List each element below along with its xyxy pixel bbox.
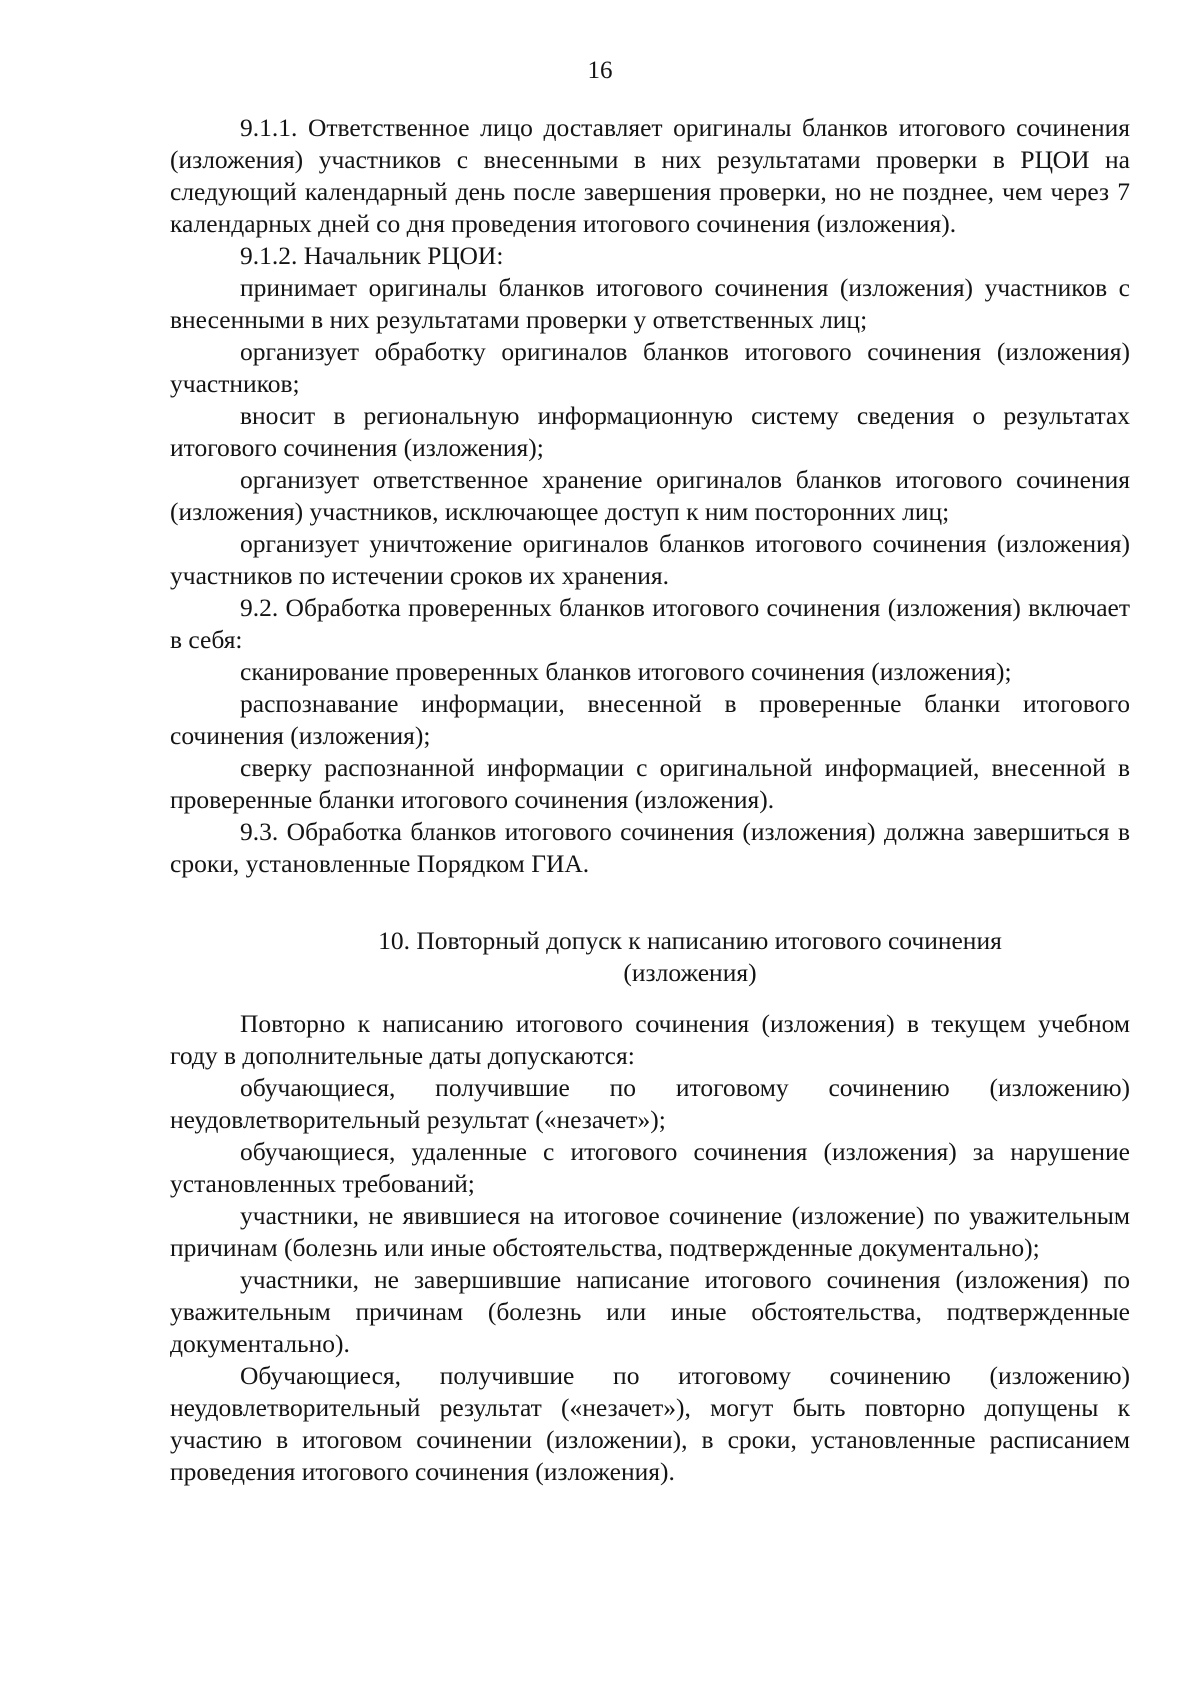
- paragraph: участники, не завершившие написание итогового сочинения (изложения) по уважительным причинам (болезнь или иные обстоятельства, подтвержденные документально).: [170, 1265, 1130, 1358]
- paragraph: распознавание информации, внесенной в проверенные бланки итогового сочинения (изложения);: [170, 689, 1130, 750]
- paragraph: участники, не явившиеся на итоговое сочинение (изложение) по уважительным причинам (болезнь или иные обстоятельства, подтвержденные документально);: [170, 1201, 1130, 1262]
- paragraph: обучающиеся, получившие по итоговому сочинению (изложению) неудовлетворительный результат («незачет»);: [170, 1073, 1130, 1134]
- paragraph-9-1-2: 9.1.2. Начальник РЦОИ:: [240, 241, 504, 270]
- paragraph-9-2: 9.2. Обработка проверенных бланков итогового сочинения (изложения) включает в себя:: [170, 593, 1130, 654]
- paragraph-9-1-1: 9.1.1. Ответственное лицо доставляет оригиналы бланков итогового сочинения (изложения) участников с внесенными в них результатами проверки в РЦОИ на следующий календарный день после завершения проверки, но не позднее, чем через 7 календарных дней со дня проведения итогового сочинения (изложения).: [170, 113, 1130, 238]
- paragraph: принимает оригиналы бланков итогового сочинения (изложения) участников с внесенными в них результатами проверки у ответственных лиц;: [170, 273, 1130, 334]
- paragraph: сканирование проверенных бланков итогового сочинения (изложения);: [240, 657, 1012, 686]
- paragraph: обучающиеся, удаленные с итогового сочинения (изложения) за нарушение установленных требований;: [170, 1137, 1130, 1198]
- section-9-text: [170, 112, 1130, 880]
- paragraph: организует ответственное хранение оригиналов бланков итогового сочинения (изложения) участников, исключающее доступ к ним посторонних лиц;: [170, 465, 1130, 526]
- paragraph-9-3: 9.3. Обработка бланков итогового сочинения (изложения) должна завершиться в сроки, установленные Порядком ГИА.: [170, 817, 1130, 878]
- page-number: 16: [587, 57, 613, 84]
- paragraph: Повторно к написанию итогового сочинения (изложения) в текущем учебном году в дополнительные даты допускаются:: [170, 1009, 1130, 1070]
- paragraph: вносит в региональную информационную систему сведения о результатах итогового сочинения (изложения);: [170, 401, 1130, 462]
- paragraph: организует уничтожение оригиналов бланков итогового сочинения (изложения) участников по истечении сроков их хранения.: [170, 529, 1130, 590]
- paragraph: организует обработку оригиналов бланков итогового сочинения (изложения) участников;: [170, 337, 1130, 398]
- heading-line-2: (изложения): [623, 958, 757, 987]
- paragraph: Обучающиеся, получившие по итоговому сочинению (изложению) неудовлетворительный результат («незачет»), могут быть повторно допущены к участию в итоговом сочинении (изложении), в сроки, установленные расписанием проведения итогового сочинения (изложения).: [170, 1361, 1130, 1486]
- section-10-heading: [340, 925, 1040, 989]
- heading-line-1: 10. Повторный допуск к написанию итогового сочинения: [378, 926, 1002, 955]
- paragraph: сверку распознанной информации с оригинальной информацией, внесенной в проверенные бланки итогового сочинения (изложения).: [170, 753, 1130, 814]
- section-10-text: [170, 1008, 1130, 1488]
